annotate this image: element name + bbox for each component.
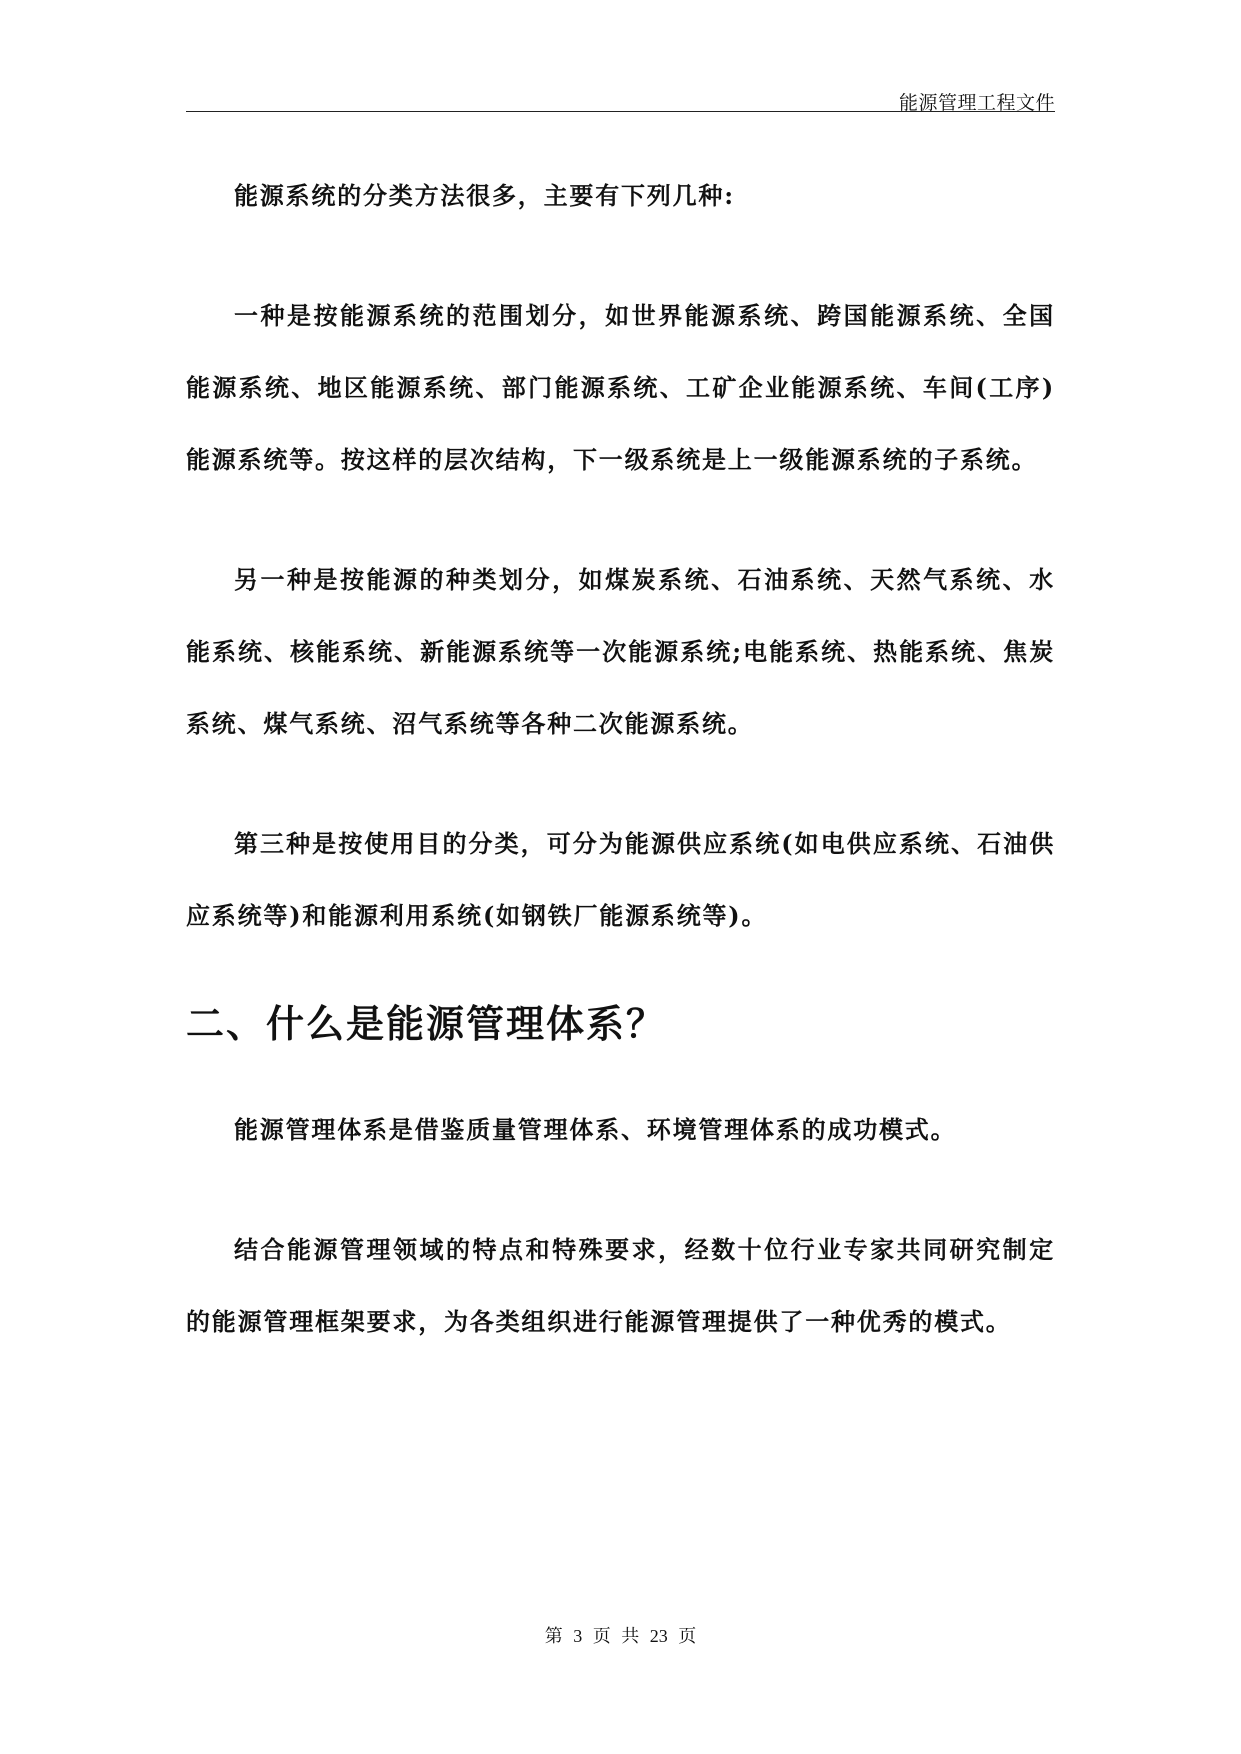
- paragraph-ems-definition: 能源管理体系是借鉴质量管理体系、环境管理体系的成功模式。: [234, 1115, 957, 1144]
- paragraph-purpose-classification: 第三种是按使用目的分类，可分为能源供应系统(如电供应系统、石油供应系统等)和能源利用系统(如钢铁厂能源系统等)。: [186, 829, 1055, 930]
- header-title: 能源管理工程文件: [898, 93, 1055, 114]
- page-number: 第 3 页 共 23 页: [544, 1626, 697, 1646]
- paragraph-scope-classification: 一种是按能源系统的范围划分，如世界能源系统、跨国能源系统、全国能源系统、地区能源系统、部门能源系统、工矿企业能源系统、车间(工序)能源系统等。按这样的层次结构，下一级系统是上一级能源系统的子系统。: [186, 301, 1055, 474]
- header-divider: [186, 111, 1055, 112]
- paragraph-type-classification: 另一种是按能源的种类划分，如煤炭系统、石油系统、天然气系统、水能系统、核能系统、新能源系统等一次能源系统;电能系统、热能系统、焦炭系统、煤气系统、沼气系统等各种二次能源系统。: [186, 565, 1055, 738]
- section-heading: 二、什么是能源管理体系？: [186, 1001, 667, 1046]
- paragraph-intro: 能源系统的分类方法很多，主要有下列几种:: [234, 181, 735, 210]
- paragraph-ems-description: 结合能源管理领域的特点和特殊要求，经数十位行业专家共同研究制定的能源管理框架要求，为各类组织进行能源管理提供了一种优秀的模式。: [186, 1235, 1055, 1336]
- page-content: [186, 160, 1055, 1358]
